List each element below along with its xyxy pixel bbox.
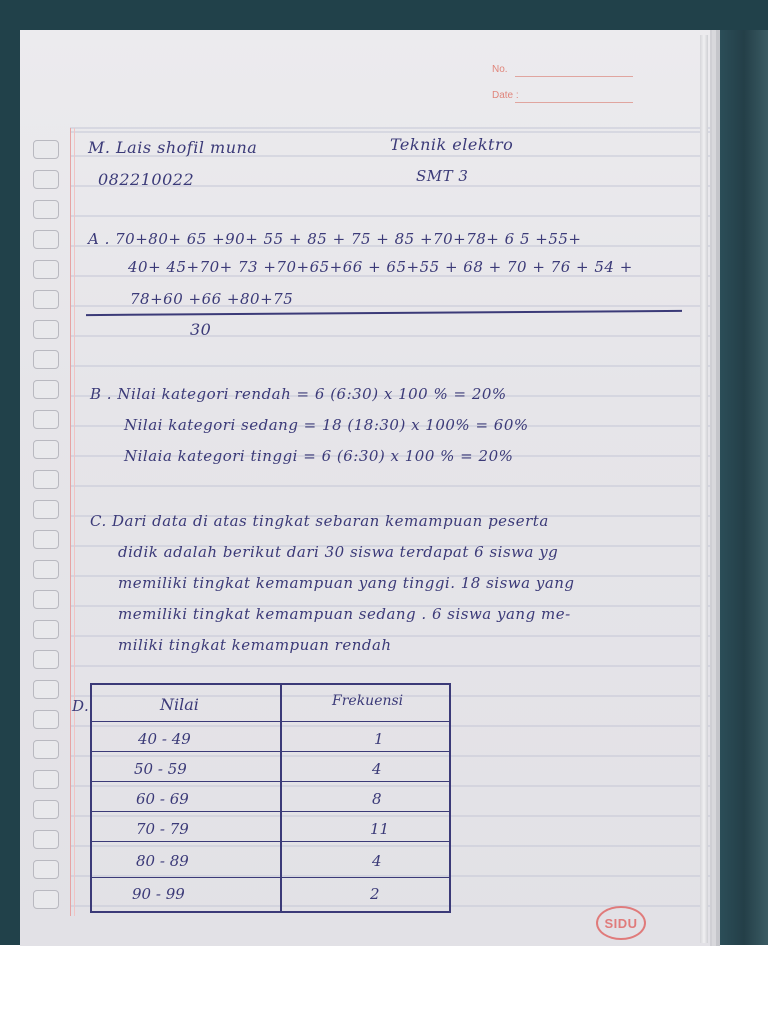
binder-hole (33, 440, 59, 459)
section-c-line-5: miliki tingkat kemampuan rendah (118, 636, 392, 654)
binder-hole (33, 380, 59, 399)
table-cell-nilai: 50 - 59 (134, 760, 187, 778)
section-a-denominator: 30 (190, 320, 212, 339)
table-row-divider (92, 841, 449, 842)
table-header-frekuensi: Frekuensi (332, 693, 404, 709)
table-row-divider (92, 877, 449, 878)
table-cell-nilai: 90 - 99 (132, 885, 185, 903)
table-cell-nilai: 70 - 79 (136, 820, 189, 838)
student-id: 082210022 (98, 170, 195, 189)
binder-hole (33, 260, 59, 279)
binder-hole (33, 200, 59, 219)
table-cell-frekuensi: 4 (372, 852, 382, 870)
semester: SMT 3 (416, 167, 469, 185)
binder-hole (33, 470, 59, 489)
binder-hole (33, 800, 59, 819)
binder-hole (33, 530, 59, 549)
binder-hole (33, 350, 59, 369)
section-a-line-1: A . 70+80+ 65 +90+ 55 + 85 + 75 + 85 +70+78+ 6 5 +55+ (88, 230, 582, 248)
binder-hole (33, 860, 59, 879)
logo-text: SIDU (604, 915, 638, 931)
frequency-table (90, 683, 451, 913)
binder-hole (33, 620, 59, 639)
table-cell-frekuensi: 8 (372, 790, 382, 808)
sidu-logo (596, 906, 646, 940)
table-row-divider (92, 721, 449, 722)
binder-hole (33, 680, 59, 699)
table-cell-frekuensi: 2 (370, 885, 380, 903)
binder-hole (33, 890, 59, 909)
section-d-label: D. (72, 697, 90, 715)
binder-hole (33, 710, 59, 729)
binder-hole (33, 140, 59, 159)
student-name: M. Lais shofil muna (88, 138, 258, 157)
binder-hole (33, 560, 59, 579)
carpet-background (708, 30, 768, 945)
no-line (515, 76, 633, 77)
section-a-line-2: 40+ 45+70+ 73 +70+65+66 + 65+55 + 68 + 70 + 76 + 54 + (128, 258, 633, 276)
binder-hole (33, 290, 59, 309)
table-row-divider (92, 751, 449, 752)
binder-hole (33, 740, 59, 759)
section-b-line-3: Nilaia kategori tinggi = 6 (6:30) x 100 % = 20% (124, 447, 514, 465)
table-cell-nilai: 40 - 49 (138, 730, 191, 748)
table-cell-nilai: 60 - 69 (136, 790, 189, 808)
table-cell-nilai: 80 - 89 (136, 852, 189, 870)
binder-hole (33, 320, 59, 339)
page-edge (700, 35, 708, 943)
binder-hole (33, 500, 59, 519)
binder-hole (33, 650, 59, 669)
section-b-line-2: Nilai kategori sedang = 18 (18:30) x 100% = 60% (124, 416, 529, 434)
section-c-line-1: C. Dari data di atas tingkat sebaran kemampuan peserta (90, 512, 549, 530)
table-row-divider (92, 781, 449, 782)
table-cell-frekuensi: 11 (370, 820, 390, 838)
table-cell-frekuensi: 4 (372, 760, 382, 778)
margin-line (70, 128, 71, 916)
binder-hole (33, 590, 59, 609)
binder-hole (33, 770, 59, 789)
department: Teknik elektro (390, 135, 514, 154)
binder-hole (33, 830, 59, 849)
section-a-line-3: 78+60 +66 +80+75 (130, 290, 294, 308)
section-c-line-2: didik adalah berikut dari 30 siswa terdapat 6 siswa yg (118, 543, 559, 561)
margin-line-secondary (74, 128, 75, 916)
table-header-nilai: Nilai (160, 695, 199, 714)
binder-hole (33, 170, 59, 189)
binder-hole (33, 410, 59, 429)
table-cell-frekuensi: 1 (374, 730, 384, 748)
binder-hole (33, 230, 59, 249)
no-label: No. (492, 64, 508, 75)
section-b-line-1: B . Nilai kategori rendah = 6 (6:30) x 100 % = 20% (90, 385, 507, 403)
date-label: Date : (492, 90, 519, 101)
section-c-line-4: memiliki tingkat kemampuan sedang . 6 siswa yang me- (118, 605, 571, 623)
table-row-divider (92, 811, 449, 812)
date-line (515, 102, 633, 103)
section-c-line-3: memiliki tingkat kemampuan yang tinggi. 18 siswa yang (118, 574, 575, 592)
